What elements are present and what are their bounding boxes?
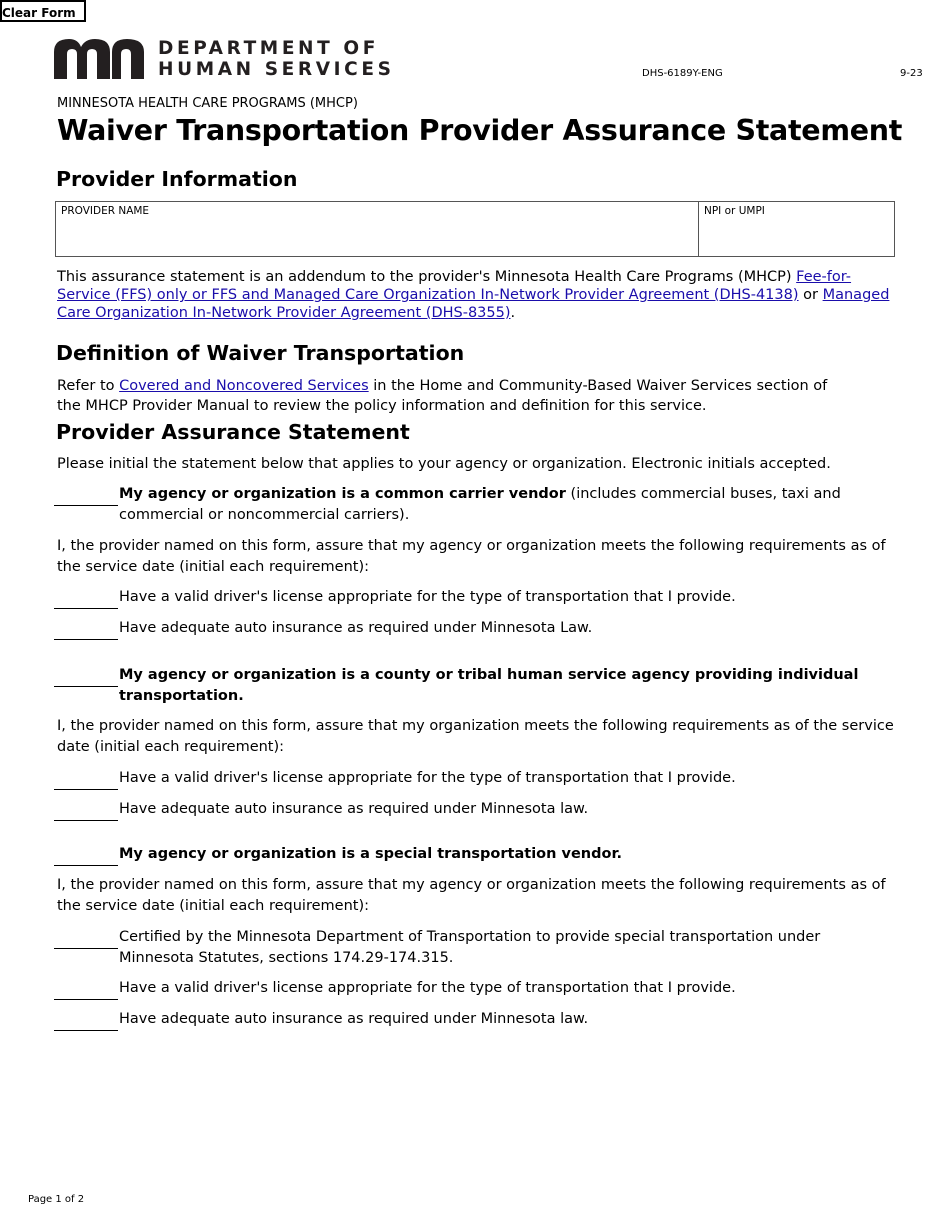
- npi-label: NPI or UMPI: [704, 205, 765, 217]
- initials-field[interactable]: [54, 1030, 118, 1031]
- section1-item-1: Have a valid driver's license appropriate for the type of transportation that I provide.: [119, 589, 736, 605]
- section1-requirement-text: I, the provider named on this form, assure that my agency or organization meets the following requirements as of the service date (initial each requirement):: [57, 538, 886, 575]
- section1-title: [119, 484, 894, 525]
- intro-paragraph: [57, 268, 892, 322]
- section3-requirement-text: I, the provider named on this form, assure that my agency or organization meets the following requirements as of the service date (initial each requirement):: [57, 877, 886, 914]
- initials-field[interactable]: [54, 789, 118, 790]
- clear-form-button[interactable]: Clear Form: [0, 0, 86, 22]
- initials-field[interactable]: [54, 505, 118, 506]
- provider-info-heading: Provider Information: [56, 167, 298, 191]
- revision-date: 9-23: [900, 68, 923, 79]
- dept-line-2: HUMAN SERVICES: [158, 59, 395, 80]
- page-title: Waiver Transportation Provider Assurance Statement: [57, 114, 903, 147]
- initials-field[interactable]: [54, 999, 118, 1000]
- dhs-8355-link[interactable]: Managed Care Organization In-Network Provider Agreement (DHS-8355): [57, 287, 890, 321]
- initials-field[interactable]: [54, 686, 118, 687]
- section3-title-bold: My agency or organization is a special transportation vendor.: [119, 846, 623, 862]
- section3-item-2: Have a valid driver's license appropriate for the type of transportation that I provide.: [119, 980, 736, 996]
- section2-title-bold: My agency or organization is a county or tribal human service agency providing individual transportation.: [119, 667, 859, 704]
- provider-info-table: [55, 201, 895, 257]
- section3-title: [119, 844, 894, 865]
- assurance-instruction: Please initial the statement below that applies to your agency or organization. Electronic initials accepted.: [57, 456, 831, 472]
- definition-text-1: Refer to: [57, 378, 120, 394]
- assurance-heading: Provider Assurance Statement: [56, 420, 410, 444]
- covered-services-link[interactable]: Covered and Noncovered Services: [119, 378, 369, 394]
- dhs-logo-icon: [54, 39, 146, 79]
- initials-field[interactable]: [54, 865, 118, 866]
- intro-text-1: This assurance statement is an addendum to the provider's Minnesota Health Care Programs (MHCP): [57, 269, 797, 285]
- department-name: [158, 38, 395, 80]
- initials-field[interactable]: [54, 820, 118, 821]
- definition-heading: Definition of Waiver Transportation: [56, 341, 465, 365]
- initials-field[interactable]: [54, 608, 118, 609]
- page-number: Page 1 of 2: [28, 1194, 85, 1205]
- section2-item-2: Have adequate auto insurance as required under Minnesota law.: [119, 801, 589, 817]
- section1-item-2: Have adequate auto insurance as required under Minnesota Law.: [119, 620, 593, 636]
- section3-item-1: Certified by the Minnesota Department of Transportation to provide special transportation under Minnesota Statutes, sections 174.29-174.315.: [119, 929, 821, 966]
- intro-text-3: .: [510, 305, 516, 321]
- initials-field[interactable]: [54, 639, 118, 640]
- section3-item-3: Have adequate auto insurance as required under Minnesota law.: [119, 1011, 589, 1027]
- program-name: MINNESOTA HEALTH CARE PROGRAMS (MHCP): [57, 96, 358, 111]
- section2-title: [119, 665, 894, 706]
- npi-field[interactable]: [699, 202, 895, 257]
- provider-name-label: PROVIDER NAME: [61, 205, 150, 217]
- provider-name-field[interactable]: [56, 202, 699, 257]
- dept-line-1: DEPARTMENT OF: [158, 38, 379, 59]
- section1-title-note: (includes commercial buses, taxi and commercial or noncommercial carriers).: [119, 486, 841, 523]
- form-number: DHS-6189Y-ENG: [642, 68, 723, 79]
- definition-text-2: in the Home and Community-Based Waiver Services section of the MHCP Provider Manual to review the policy information and definition for this service.: [57, 378, 828, 414]
- section2-item-1: Have a valid driver's license appropriate for the type of transportation that I provide.: [119, 770, 736, 786]
- section2-requirement-text: I, the provider named on this form, assure that my organization meets the following requirements as of the service date (initial each requirement):: [57, 718, 894, 755]
- definition-paragraph: [57, 376, 847, 416]
- dhs-4138-link[interactable]: Fee-for-Service (FFS) only or FFS and Managed Care Organization In-Network Provider Agreement (DHS-4138): [57, 269, 852, 303]
- section1-title-bold: My agency or organization is a common carrier vendor: [119, 486, 566, 502]
- intro-text-2: or: [798, 287, 823, 303]
- initials-field[interactable]: [54, 948, 118, 949]
